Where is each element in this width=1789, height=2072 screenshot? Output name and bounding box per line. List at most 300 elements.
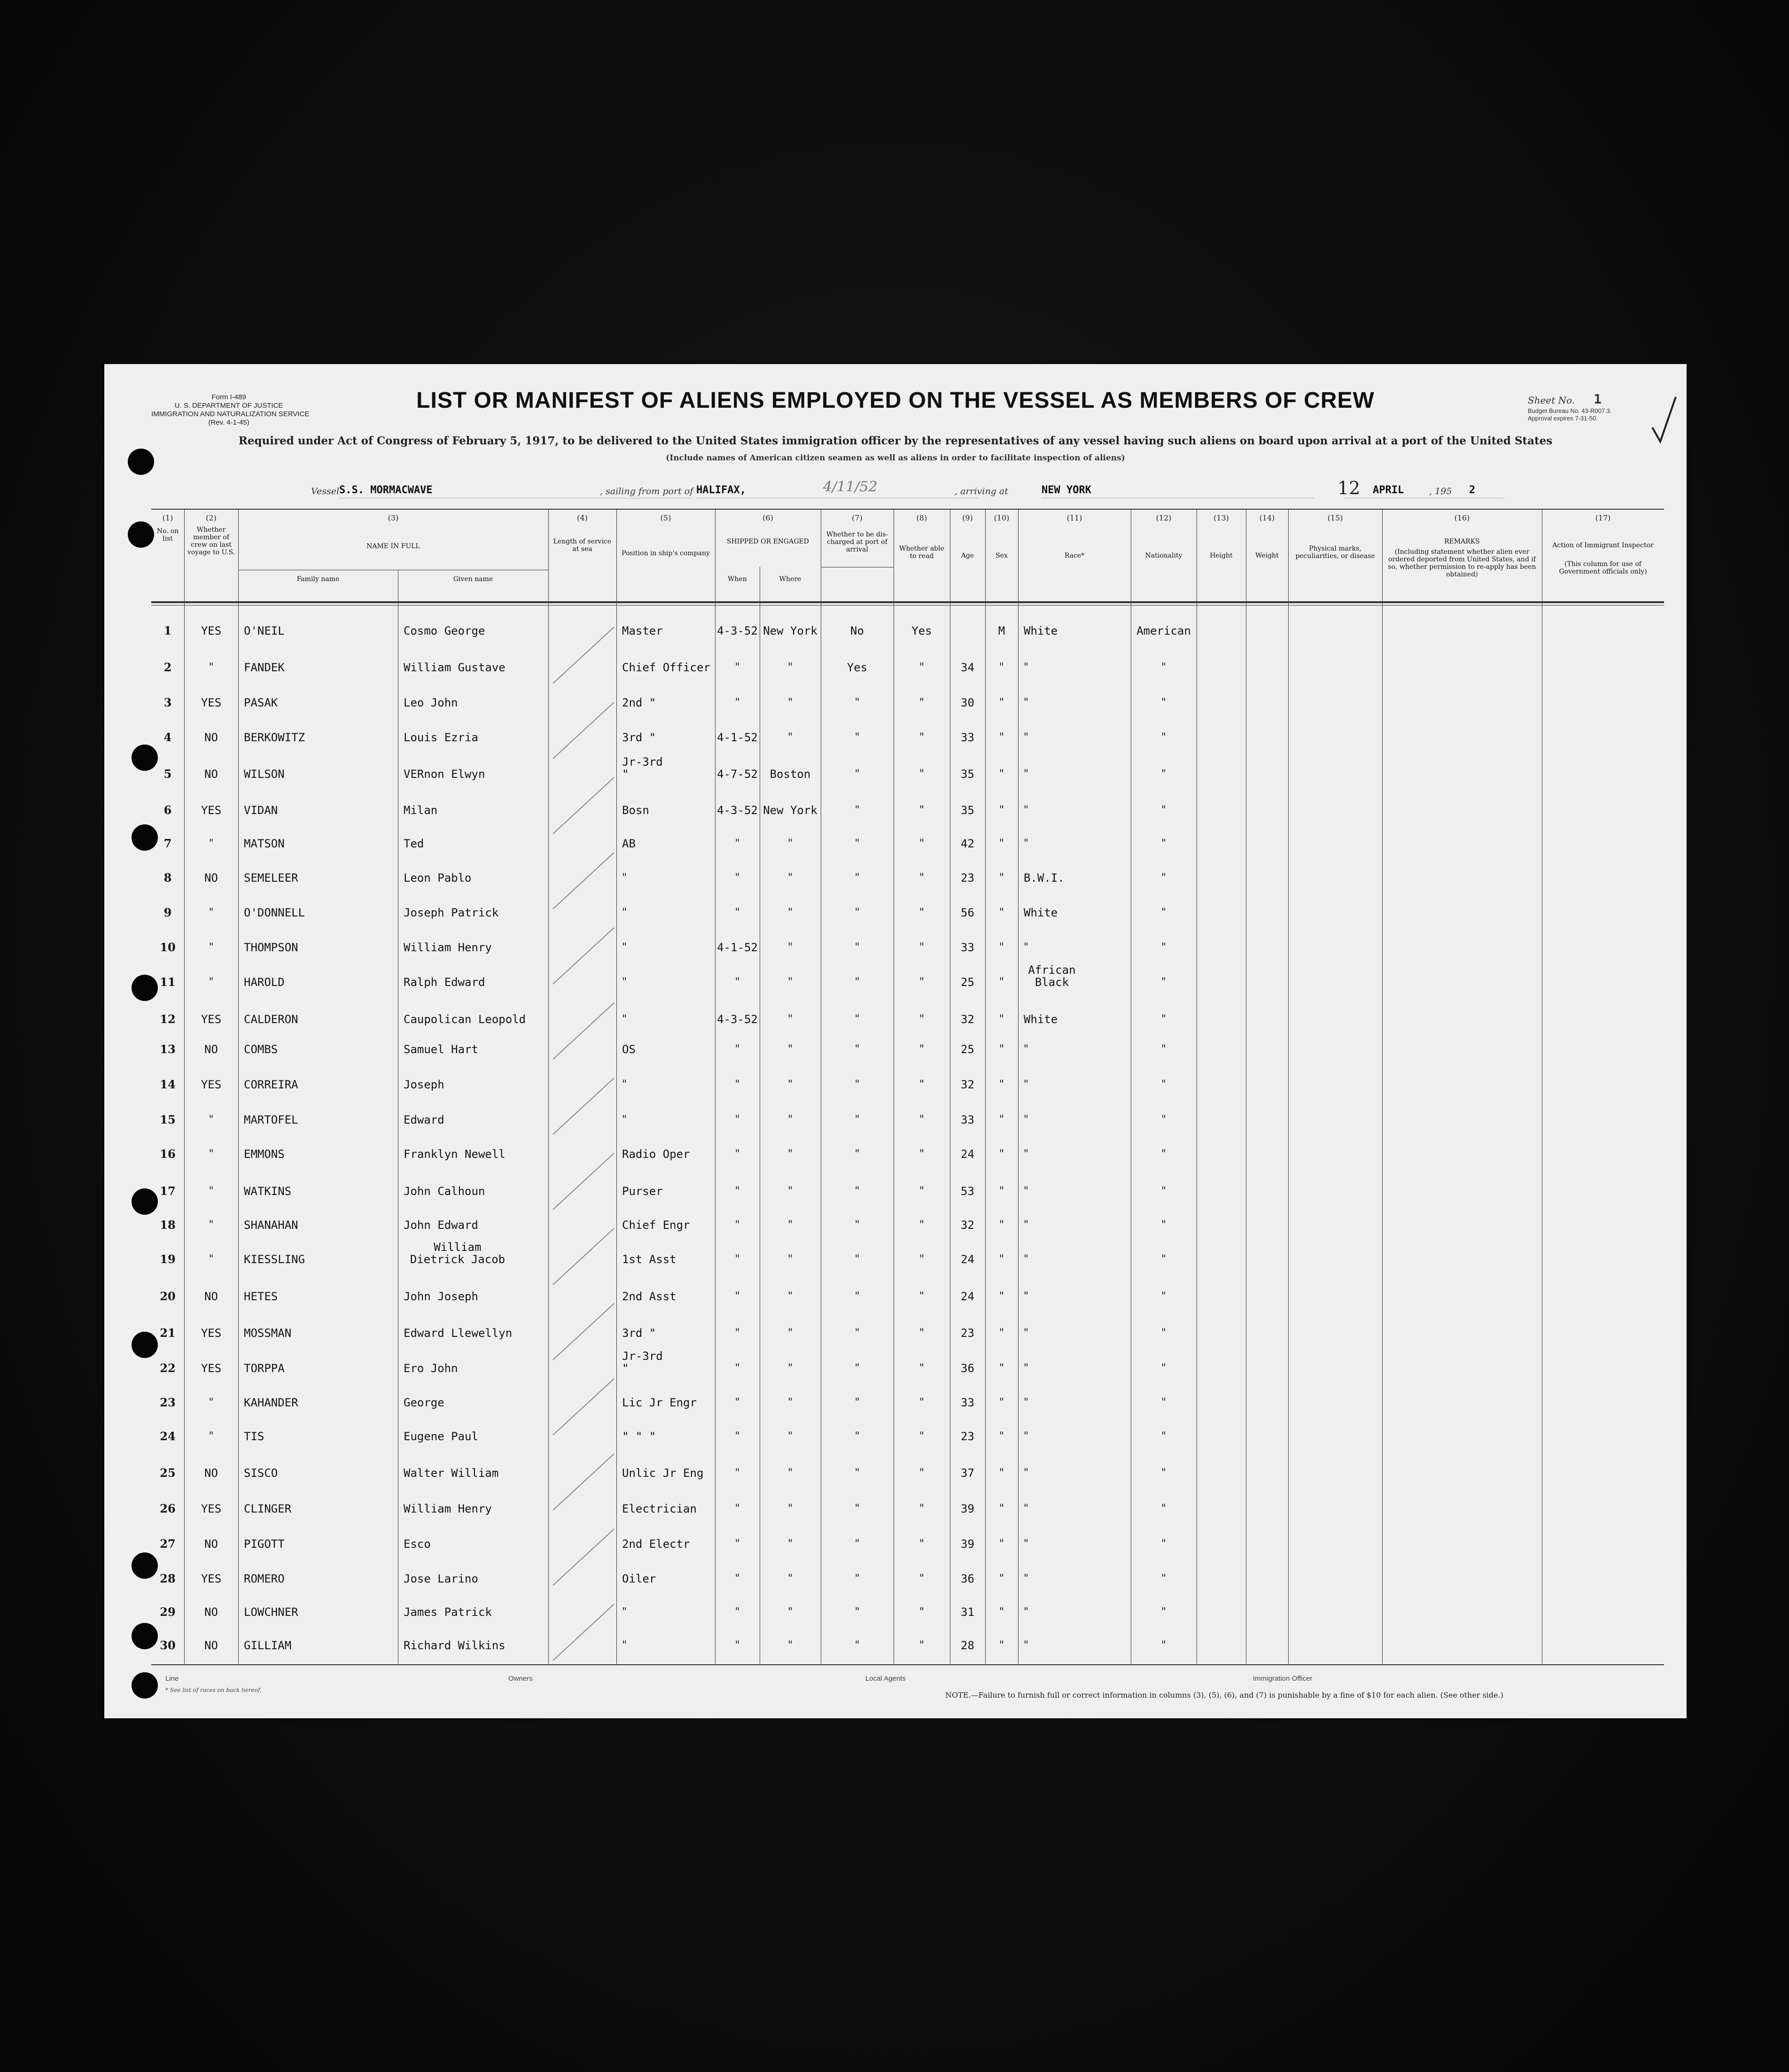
shipped-when: " (735, 1538, 740, 1550)
sex: " (999, 1253, 1004, 1265)
prev-voyage: NO (204, 1467, 218, 1480)
age: 32 (961, 1218, 974, 1232)
able-to-read: " (919, 1079, 925, 1090)
race: " (1024, 697, 1029, 708)
position: " " " (622, 1430, 656, 1443)
department: U. S. DEPARTMENT OF JUSTICE (174, 402, 283, 410)
sex: " (999, 1639, 1004, 1651)
footer-line-label: Line (165, 1675, 179, 1683)
row-number: 20 (160, 1289, 176, 1303)
race: " (1024, 1148, 1029, 1160)
race: " (1024, 1606, 1029, 1618)
given-name: Leo John (404, 696, 458, 709)
shipped-where: " (787, 1253, 793, 1265)
shipped-where: " (787, 838, 793, 849)
given-name: Esco (404, 1537, 431, 1551)
shipped-where: " (787, 731, 793, 743)
column-rule (1382, 509, 1383, 1664)
nationality: " (1161, 1148, 1167, 1160)
row-number: 17 (160, 1184, 176, 1198)
prev-voyage: " (209, 907, 214, 918)
shipped-when: " (735, 1253, 740, 1265)
discharged: " (855, 1148, 860, 1160)
able-to-read: " (919, 1573, 925, 1584)
discharged: " (855, 1538, 860, 1550)
row-number: 26 (160, 1502, 176, 1515)
check-mark-icon (1650, 395, 1678, 446)
year-label: , 195 (1429, 486, 1452, 497)
position: Chief Officer (622, 661, 710, 674)
shipped-where: " (787, 1114, 793, 1125)
sex: " (999, 1290, 1004, 1302)
able-to-read: " (919, 941, 925, 953)
header-shipped-engaged: SHIPPED OR ENGAGED (727, 538, 809, 545)
column-number: (16) (1454, 513, 1470, 522)
column-rule (1018, 509, 1019, 1664)
shipped-where: " (787, 1503, 793, 1514)
column-number: (1) (162, 513, 173, 522)
given-name: Edward Llewellyn (404, 1327, 513, 1340)
discharged: " (855, 1573, 860, 1584)
given-name: William Dietrick Jacob (410, 1241, 506, 1266)
age: 35 (961, 804, 974, 817)
able-to-read: " (919, 731, 925, 743)
discharged: " (855, 1013, 860, 1025)
row-number: 18 (160, 1218, 176, 1232)
column-number: (14) (1259, 513, 1275, 522)
prev-voyage: NO (204, 1639, 218, 1652)
row-number: 21 (160, 1326, 176, 1340)
position: Chief Engr (622, 1218, 690, 1232)
nationality: " (1161, 838, 1167, 849)
shipped-when: " (735, 1148, 740, 1160)
sheet-number (1528, 391, 1602, 407)
race: " (1024, 1503, 1029, 1514)
row-number: 7 (163, 837, 172, 850)
race: " (1024, 1043, 1029, 1055)
shipped-where: " (787, 1538, 793, 1550)
discharged: " (855, 1362, 860, 1374)
nationality: " (1161, 1538, 1167, 1550)
age: 24 (961, 1253, 974, 1266)
prev-voyage: NO (204, 731, 218, 744)
age: 53 (961, 1185, 974, 1198)
shipped-where: " (787, 661, 793, 673)
shipped-when: " (735, 1362, 740, 1374)
given-name: William Gustave (404, 661, 506, 674)
given-name: Walter William (404, 1467, 499, 1480)
row-number: 24 (160, 1429, 176, 1443)
race: " (1024, 768, 1029, 780)
able-to-read: " (919, 1290, 925, 1302)
sheet-label: Sheet No. (1528, 395, 1575, 406)
age: 36 (961, 1572, 974, 1585)
shipped-when: " (735, 1185, 740, 1197)
family-name: MARTOFEL (244, 1113, 298, 1126)
sex: " (999, 1043, 1004, 1055)
given-name: Joseph (404, 1078, 444, 1091)
row-number: 19 (160, 1252, 176, 1266)
discharged: " (855, 697, 860, 708)
position: Jr-3rd " (622, 755, 663, 781)
row-number: 28 (160, 1572, 176, 1585)
family-name: KAHANDER (244, 1396, 298, 1409)
family-name: MATSON (244, 837, 285, 850)
prev-voyage: NO (204, 768, 218, 781)
family-name: EMMONS (244, 1148, 285, 1161)
sex: " (999, 1219, 1004, 1231)
sex: " (999, 1467, 1004, 1479)
row-number: 23 (160, 1396, 176, 1409)
race: " (1024, 1538, 1029, 1550)
age: 30 (961, 696, 974, 709)
column-number: (11) (1066, 513, 1082, 522)
position: Master (622, 624, 663, 637)
discharged: " (855, 1043, 860, 1055)
family-name: SHANAHAN (244, 1218, 298, 1232)
family-name: TORPPA (244, 1362, 285, 1375)
row-number: 14 (160, 1078, 176, 1091)
given-name: Joseph Patrick (404, 906, 499, 919)
race: African Black (1028, 963, 1076, 989)
given-name: Ted (404, 837, 424, 850)
nationality: " (1161, 1219, 1167, 1231)
shipped-when: 4-3-52 (717, 804, 758, 817)
given-name: Ero John (404, 1362, 458, 1375)
able-to-read: " (919, 1185, 925, 1197)
shipped-where: " (787, 1362, 793, 1374)
sex: " (999, 976, 1004, 988)
discharged: " (855, 838, 860, 849)
nationality: " (1161, 804, 1167, 816)
nationality: " (1161, 976, 1167, 988)
manifest-sheet (104, 364, 1687, 1718)
nationality: " (1161, 1573, 1167, 1584)
able-to-read: " (919, 1538, 925, 1550)
race: White (1024, 906, 1058, 919)
shipped-when: " (735, 907, 740, 918)
age: 36 (961, 1362, 974, 1375)
given-name: William Henry (404, 941, 492, 954)
shipped-where: " (787, 1639, 793, 1651)
row-number: 11 (160, 975, 176, 989)
able-to-read: " (919, 661, 925, 673)
shipped-when: 4-1-52 (717, 731, 758, 744)
shipped-when: 4-3-52 (717, 624, 758, 637)
row-number: 4 (163, 730, 172, 744)
able-to-read: " (919, 1430, 925, 1442)
row-number: 5 (163, 767, 172, 781)
nationality: " (1161, 1290, 1167, 1302)
year-digit: 2 (1469, 484, 1476, 496)
family-name: WILSON (244, 768, 285, 781)
position: Electrician (622, 1502, 697, 1515)
able-to-read: " (919, 1362, 925, 1374)
punch-hole (132, 1672, 158, 1699)
discharged: " (855, 1185, 860, 1197)
race: " (1024, 1573, 1029, 1584)
able-to-read: " (919, 838, 925, 849)
prev-voyage: " (209, 838, 214, 849)
shipped-when: " (735, 1219, 740, 1231)
shipped-where: " (787, 1397, 793, 1408)
prev-voyage: " (209, 1148, 214, 1160)
race: " (1024, 1467, 1029, 1479)
shipped-when: " (735, 1606, 740, 1618)
header-length-of-service: Length of service at sea (553, 538, 612, 553)
shipped-where: " (787, 1327, 793, 1339)
approval-expiry: Approval expires 7-31-50. (1528, 415, 1598, 422)
discharged: Yes (847, 661, 868, 674)
sex: " (999, 872, 1004, 884)
race: " (1024, 1079, 1029, 1090)
port-to: NEW YORK (1042, 484, 1091, 496)
column-rule (1288, 509, 1289, 1664)
row-number: 9 (163, 906, 172, 919)
age: 24 (961, 1148, 974, 1161)
service: IMMIGRATION AND NATURALIZATION SERVICE (151, 410, 310, 418)
sex: " (999, 907, 1004, 918)
able-to-read: " (919, 697, 925, 708)
able-to-read: " (919, 1114, 925, 1125)
shipped-when: " (735, 1397, 740, 1408)
race: " (1024, 838, 1029, 849)
nationality: " (1161, 697, 1167, 708)
sex: " (999, 1538, 1004, 1550)
given-name: Richard Wilkins (404, 1639, 506, 1652)
age: 35 (961, 768, 974, 781)
nationality: " (1161, 768, 1167, 780)
race: " (1024, 1327, 1029, 1339)
able-to-read: " (919, 1148, 925, 1160)
able-to-read: " (919, 1639, 925, 1651)
form-number: Form I-489 (211, 393, 246, 401)
header-rule (151, 601, 1664, 603)
shipped-when: " (735, 872, 740, 884)
races-footnote: * See list of races on back hereof. (165, 1687, 262, 1693)
document-title: LIST OR MANIFEST OF ALIENS EMPLOYED ON THE VESSEL AS MEMBERS OF CREW (416, 388, 1375, 413)
position: Oiler (622, 1572, 656, 1585)
header-given-name: Given name (453, 575, 493, 583)
family-name: THOMPSON (244, 941, 298, 954)
family-name: O'DONNELL (244, 906, 305, 919)
nationality: " (1161, 1503, 1167, 1514)
row-number: 3 (163, 696, 172, 709)
header-race: Race* (1064, 552, 1085, 559)
shipped-where: New York (763, 804, 817, 817)
prev-voyage: " (209, 1219, 214, 1231)
sex: " (999, 1430, 1004, 1442)
nationality: " (1161, 1327, 1167, 1339)
sex: " (999, 768, 1004, 780)
given-name: Eugene Paul (404, 1430, 478, 1443)
sex: " (999, 1114, 1004, 1125)
row-number: 12 (160, 1012, 176, 1026)
vessel-name: S.S. MORMACWAVE (339, 484, 433, 496)
row-number: 30 (160, 1638, 176, 1652)
race: " (1024, 1185, 1029, 1197)
shipped-when: " (735, 838, 740, 849)
position: Radio Oper (622, 1148, 690, 1161)
nationality: " (1161, 1043, 1167, 1055)
row-number: 13 (160, 1042, 176, 1056)
position: " (622, 907, 627, 918)
sex: " (999, 941, 1004, 953)
discharged: " (855, 976, 860, 988)
discharged: " (855, 1397, 860, 1408)
able-to-read: " (919, 1503, 925, 1514)
nationality: " (1161, 731, 1167, 743)
nationality: " (1161, 941, 1167, 953)
family-name: VIDAN (244, 804, 278, 817)
able-to-read: " (919, 1043, 925, 1055)
nationality: " (1161, 1185, 1167, 1197)
position: 2nd Electr (622, 1537, 690, 1551)
sex: " (999, 1185, 1004, 1197)
age: 33 (961, 1396, 974, 1409)
position: OS (622, 1043, 636, 1056)
shipped-where: " (787, 1148, 793, 1160)
header-sex: Sex (996, 552, 1008, 559)
prev-voyage: NO (204, 1043, 218, 1056)
position: Unlic Jr Eng (622, 1467, 704, 1480)
header-position: Position in ship's company (622, 550, 710, 557)
family-name: COMBS (244, 1043, 278, 1056)
header-height: Height (1210, 552, 1233, 559)
given-name: William Henry (404, 1502, 492, 1515)
shipped-where: " (787, 1079, 793, 1090)
family-name: CALDERON (244, 1013, 298, 1026)
race: " (1024, 1362, 1029, 1374)
shipped-when: " (735, 976, 740, 988)
header-family-name: Family name (296, 575, 340, 583)
given-name: Ralph Edward (404, 976, 485, 989)
discharged: " (855, 1606, 860, 1618)
position: AB (622, 837, 636, 850)
row-number: 16 (160, 1147, 176, 1161)
prev-voyage: " (209, 1430, 214, 1442)
shipped-when: " (735, 1114, 740, 1125)
header-physical-marks: Physical marks, peculiarities, or disease (1295, 545, 1375, 560)
discharged: " (855, 1467, 860, 1479)
family-name: GILLIAM (244, 1639, 292, 1652)
prev-voyage: YES (201, 1502, 222, 1515)
race: " (1024, 941, 1029, 953)
column-number: (3) (388, 513, 399, 522)
header-name-in-full: NAME IN FULL (366, 543, 420, 550)
race: White (1024, 1013, 1058, 1026)
position: 2nd Asst (622, 1290, 677, 1303)
sex: " (999, 1397, 1004, 1408)
discharged: " (855, 804, 860, 816)
nationality: " (1161, 1397, 1167, 1408)
shipped-where: " (787, 1430, 793, 1442)
family-name: TIS (244, 1430, 264, 1443)
shipped-where: " (787, 1043, 793, 1055)
prev-voyage: " (209, 1253, 214, 1265)
nationality: " (1161, 1606, 1167, 1618)
discharged: " (855, 1219, 860, 1231)
age: 39 (961, 1502, 974, 1515)
able-to-read: " (919, 804, 925, 816)
prev-voyage: YES (201, 624, 222, 637)
age: 25 (961, 976, 974, 989)
position: " (622, 1639, 627, 1651)
family-name: SEMELEER (244, 871, 298, 885)
punch-hole (128, 521, 154, 548)
able-to-read: " (919, 1397, 925, 1408)
position: 2nd " (622, 696, 656, 709)
age: 25 (961, 1043, 974, 1056)
race: " (1024, 1290, 1029, 1302)
footer-agents-label: Local Agents (865, 1675, 906, 1683)
position: " (622, 1114, 627, 1125)
given-name: Samuel Hart (404, 1043, 478, 1056)
nationality: " (1161, 1362, 1167, 1374)
column-number: (17) (1595, 513, 1611, 522)
sex: " (999, 1573, 1004, 1584)
shipped-where: " (787, 1013, 793, 1025)
shipped-when: " (735, 1573, 740, 1584)
family-name: SISCO (244, 1467, 278, 1480)
age: 33 (961, 731, 974, 744)
header-age: Age (961, 552, 974, 559)
age: 31 (961, 1606, 974, 1619)
family-name: CLINGER (244, 1502, 292, 1515)
underline (1345, 497, 1504, 498)
family-name: ROMERO (244, 1572, 285, 1585)
given-name: Edward (404, 1113, 444, 1126)
shipped-where: Boston (770, 768, 811, 781)
position: " (622, 1606, 627, 1618)
handwritten-date: 4/11/52 (823, 479, 878, 495)
punch-hole (132, 745, 158, 771)
penalty-note: NOTE.—Failure to furnish full or correct information in columns (3), (5), (6), and (7) is punishable by a fine of $10 for each alien. (See other side.) (945, 1691, 1503, 1700)
column-number: (7) (852, 513, 863, 522)
nationality: " (1161, 872, 1167, 884)
race: " (1024, 731, 1029, 743)
nationality: " (1161, 1430, 1167, 1442)
sex: " (999, 1503, 1004, 1514)
shipped-where: " (787, 1219, 793, 1231)
prev-voyage: NO (204, 1606, 218, 1619)
race: " (1024, 1253, 1029, 1265)
shipped-when: " (735, 1467, 740, 1479)
column-rule (238, 509, 239, 1664)
row-number: 25 (160, 1466, 176, 1480)
sheet-number-value: 1 (1594, 391, 1602, 407)
age: 28 (961, 1639, 974, 1652)
family-name: FANDEK (244, 661, 285, 674)
prev-voyage: YES (201, 1572, 222, 1585)
header-able-to-read: Whether able to read (899, 545, 944, 560)
family-name: HETES (244, 1290, 278, 1303)
column-number: (10) (994, 513, 1010, 522)
nationality: American (1136, 624, 1191, 637)
discharged: " (855, 1253, 860, 1265)
given-name: George (404, 1396, 444, 1409)
discharged: " (855, 907, 860, 918)
shipped-where: " (787, 907, 793, 918)
able-to-read: " (919, 1253, 925, 1265)
position: " (622, 872, 627, 884)
underline (1042, 497, 1314, 498)
table-bottom-rule (151, 1664, 1664, 1665)
able-to-read: " (919, 872, 925, 884)
row-number: 29 (160, 1605, 176, 1619)
row-number: 6 (163, 803, 172, 817)
prev-voyage: NO (204, 1290, 218, 1303)
